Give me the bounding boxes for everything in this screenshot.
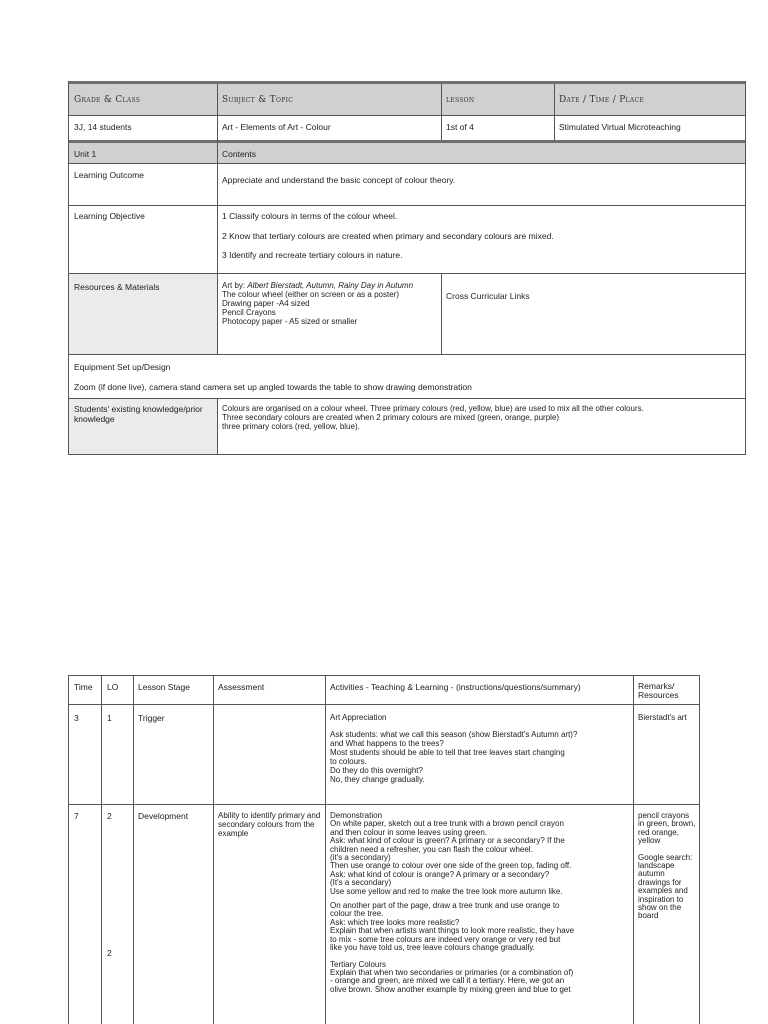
activity-line: Ask students: what we call this season (show Bierstadt's Autumn art)? [330,730,578,739]
header-lesson: lesson [446,95,475,104]
col-line [213,675,214,1024]
subject-topic-value: Art - Elements of Art - Colour [222,122,331,132]
col-line [745,81,746,455]
activity-line: and then colour in some leaves using green. [330,827,487,837]
header-date-time-place: Date / Time / Place [559,95,645,105]
resource-item: Pencil Crayons [222,308,276,317]
col-header-assessment: Assessment [218,682,265,692]
activity-line: (It's a secondary) [330,878,392,888]
prior-knowledge-line: three primary colors (red, yellow, blue). [222,422,360,431]
activity-line: Explain that when two secondaries or primaries (or a combination of) [330,967,574,977]
header-subject-topic: Subject & Topic [222,95,294,105]
grade-class-value: 3J, 14 students [74,122,132,132]
art-by-prefix: Art by: [222,281,248,290]
col-line [325,675,326,1024]
activity-line: colour the tree. [330,909,384,919]
row-line [68,354,746,355]
equipment-label: Equipment Set up/Design [74,362,171,372]
col-header-activities: Activities - Teaching & Learning - (instructions/questions/summary) [330,682,581,692]
resource-item: Drawing paper -A4 sized [222,299,310,308]
col-line [699,675,700,1024]
row-line [68,804,700,805]
remarks-block: pencil crayons in green, brown, red orange, yellow [638,811,696,846]
activity-line: Explain that when artists want things to look more realistic, they have [330,926,575,936]
activity-line: and What happens to the trees? [330,739,444,748]
row-line [68,675,700,676]
header-grade-class: Grade & Class [74,95,141,105]
date-time-place-value: Stimulated Virtual Microteaching [559,122,681,132]
activity-line: Then use orange to colour over one side of the green top, fading off. [330,861,572,871]
contents-label: Contents [222,149,257,159]
row2-remarks [638,812,696,921]
activity-line: On another part of the page, draw a tree trunk and use orange to [330,901,560,911]
prior-knowledge-line: Colours are organised on a colour wheel. Three primary colours (red, yellow, blue) are used to mix all the other colours. [222,404,644,413]
activity-line: like you have told us, tree leave colours change gradually. [330,943,535,953]
col-line [633,675,634,1024]
resource-item: Photocopy paper - A5 sized or smaller [222,317,358,326]
activity-line: children need a refresher, you can flash the colour wheel. [330,844,533,854]
col-header-remarks: Remarks/ Resources [638,681,679,700]
activity-line: Ask: what kind of colour is green? A primary or a secondary? If the [330,836,565,846]
col-header-stage: Lesson Stage [138,682,190,692]
activity-line: Do they do this overnight? [330,766,423,775]
row-line [68,273,746,274]
row1-lo: 1 [107,713,112,723]
activity-line: Use some yellow and red to make the tree look more autumn like. [330,886,563,896]
activity-line: Demonstration [330,811,383,820]
row-line [68,704,700,705]
objective-item: 1 Classify colours in terms of the colour wheel. [222,211,398,221]
remarks-block: Google search: landscape autumn drawings for examples and inspiration to show on the board [638,852,693,921]
unit-row [68,143,746,163]
col-line [554,84,555,140]
col-line [217,398,218,454]
row2-lo: 2 [107,811,112,821]
activity-line: No, they change gradually. [330,775,425,784]
unit-label: Unit 1 [74,149,97,159]
col-line [101,675,102,1024]
activity-line: (it's a secondary) [330,853,391,863]
row1-stage: Trigger [138,713,165,723]
row-line [68,454,746,455]
cross-curricular-links: Cross Curricular Links [446,291,530,301]
row-line [68,163,746,164]
row2-stage: Development [138,811,189,821]
activity-line: Ask: what kind of colour is orange? A primary or a secondary? [330,869,550,879]
row1-activities [330,713,577,784]
row2-activities [330,812,574,994]
col-line [133,675,134,1024]
prior-knowledge-line: Three secondary colours are created when 2 primary colours are mixed (green, orange, purple) [222,413,560,422]
col-line [68,81,69,455]
learning-objective-label: Learning Objective [74,211,145,221]
col-header-lo: LO [107,682,119,692]
col-line [68,675,69,1024]
prior-knowledge-label: Students' existing knowledge/prior knowledge [74,404,203,424]
activity-title: Art Appreciation [330,713,387,722]
col-header-time: Time [74,682,93,692]
activity-line: to colours. [330,757,367,766]
row-line [68,398,746,399]
col-line [217,84,218,355]
objective-item: 2 Know that tertiary colours are created when primary and secondary colours are mixed. [222,231,554,241]
activity-line: Ask: which tree looks more realistic? [330,917,460,927]
lesson-value: 1st of 4 [446,122,474,132]
learning-outcome-label: Learning Outcome [74,170,144,180]
header-row [68,84,746,115]
activity-line: Tertiary Colours [330,959,387,969]
activity-line: - orange and green, are mixed we call it a tertiary. Here, we got an [330,976,565,986]
row1-time: 3 [74,713,79,723]
col-line [441,84,442,140]
learning-outcome-text: Appreciate and understand the basic concept of colour theory. [222,175,456,185]
resources-label: Resources & Materials [74,282,160,292]
activity-line: to mix - some tree colours are indeed very orange or very red but [330,934,561,944]
activity-line: olive brown. Show another example by mixing green and blue to get [330,984,571,994]
equipment-text: Zoom (if done live), camera stand camera set up angled towards the table to show drawing demonstration [74,382,472,392]
prior-knowledge-text [222,404,746,431]
row2-assessment: Ability to identify primary and secondary colours from the example [218,811,321,838]
row2-time: 7 [74,811,79,821]
row2-lo-second: 2 [107,948,112,958]
row1-remarks: Bierstadt's art [638,713,687,722]
row-line [68,115,746,116]
resources-list [222,281,432,326]
row-line [68,205,746,206]
objective-item: 3 Identify and recreate tertiary colours in nature. [222,250,403,260]
col-line [441,273,442,355]
resource-item: The colour wheel (either on screen or as a poster) [222,290,399,299]
activity-line: On white paper, sketch out a tree trunk with a brown pencil crayon [330,819,564,829]
activity-line: Most students should be able to tell that tree leaves start changing [330,748,565,757]
art-by-title: Albert Bierstadt, Autumn, Rainy Day in Autumn [247,281,414,290]
